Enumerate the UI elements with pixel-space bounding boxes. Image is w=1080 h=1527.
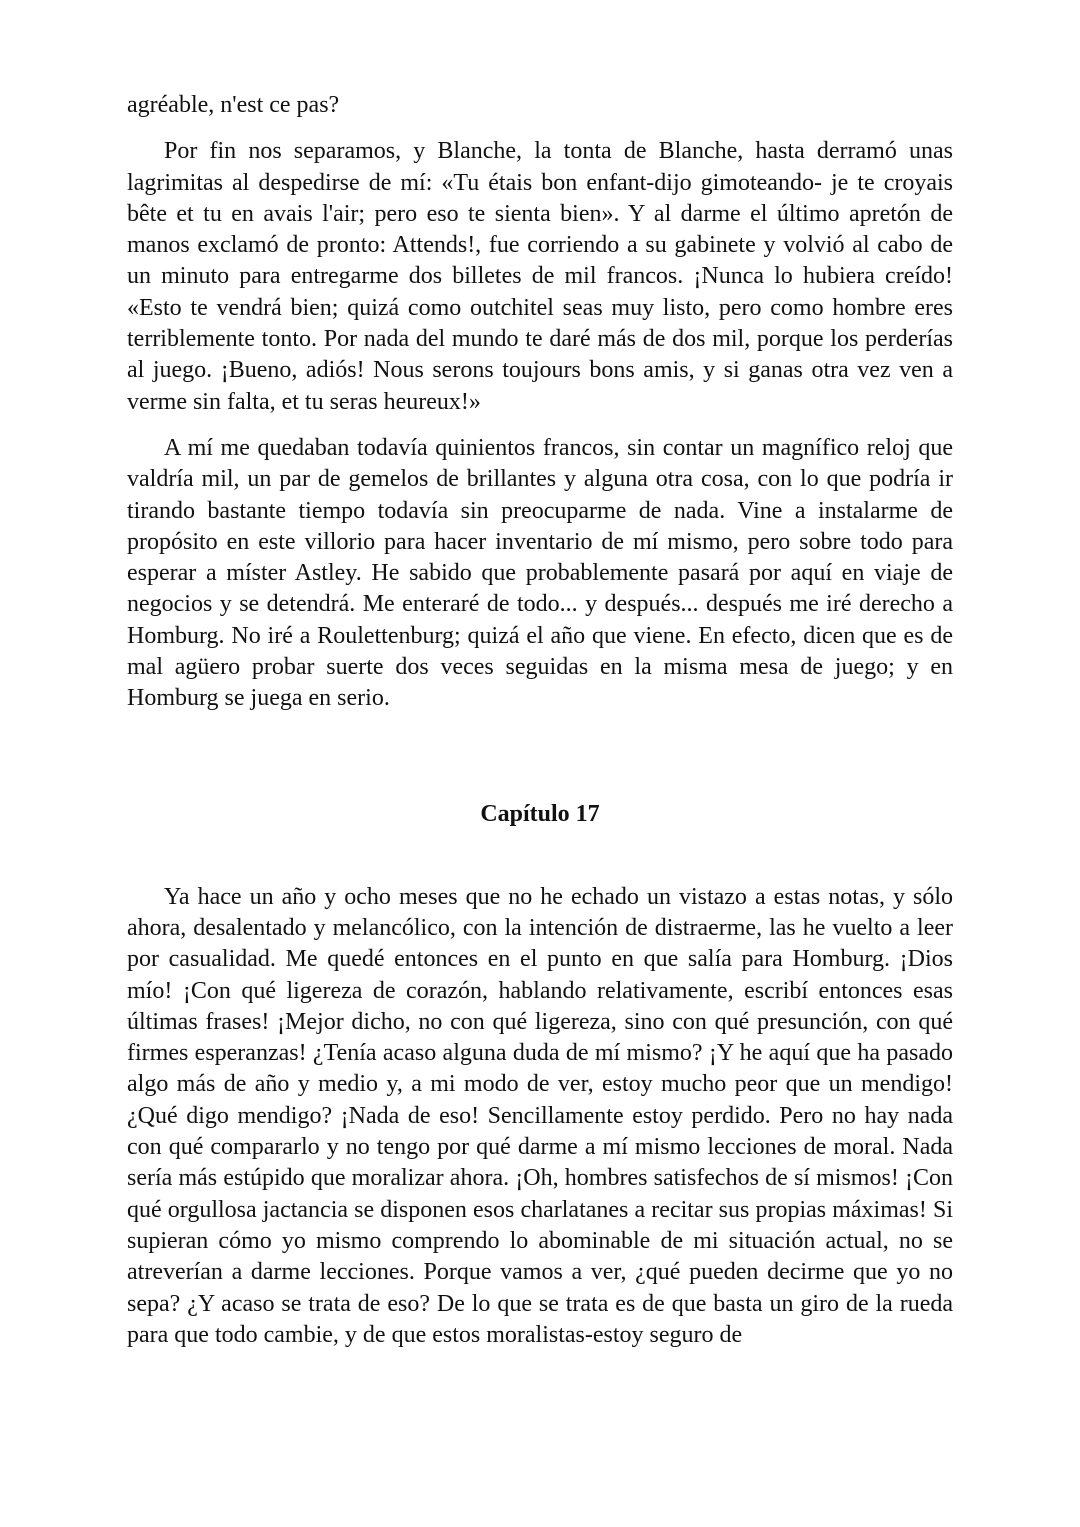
spacer <box>127 715 953 799</box>
spacer <box>127 830 953 882</box>
paragraph: Ya hace un año y ocho meses que no he echado un vistazo a estas notas, y sólo ahora, desalentado y melancólico, con la intención de distraerme, las he vuelto a leer por casualidad. Me quedé entonces en el punto en que salía para Homburg. ¡Dios mío! ¡Con qué ligereza de corazón, hablando relativamente, escribí entonces esas últimas frases! ¡Mejor dicho, no con qué ligereza, sino con qué presunción, con qué firmes esperanzas! ¿Tenía acaso alguna duda de mí mismo? ¡Y he aquí que ha pasado algo más de año y medio y, a mi modo de ver, estoy mucho peor que un mendigo! ¿Qué digo mendigo? ¡Nada de eso! Sencillamente estoy perdido. Pero no hay nada con qué compararlo y no tengo por qué darme a mí mismo lecciones de moral. Nada sería más estúpido que moralizar ahora. ¡Oh, hombres satisfechos de sí mismos! ¡Con qué orgullosa jactancia se disponen esos charlatanes a recitar sus propias máximas! Si supieran cómo yo mismo comprendo lo abominable de mi situación actual, no se atreverían a darme lecciones. Porque vamos a ver, ¿qué pueden decirme que yo no sepa? ¿Y acaso se trata de eso? De lo que se trata es de que basta un giro de la rueda para que todo cambie, y de que estos moralistas-estoy seguro de <box>127 883 953 1348</box>
chapter-heading: Capítulo 17 <box>480 800 600 827</box>
paragraph: A mí me quedaban todavía quinientos francos, sin contar un magnífico reloj que valdría mil, un par de gemelos de brillantes y alguna otra cosa, con lo que podría ir tirando bastante tiempo todavía sin preocuparme de nada. Vine a instalarme de propósito en este villorio para hacer inventario de mí mismo, pero sobre todo para esperar a míster Astley. He sabido que probablemente pasará por aquí en viaje de negocios y se detendrá. Me enteraré de todo... y después... después me iré derecho a Homburg. No iré a Roulettenburg; quizá el año que viene. En efecto, dicen que es de mal agüero probar suerte dos veces seguidas en la misma mesa de juego; y en Homburg se juega en serio. <box>127 434 953 712</box>
paragraph: Por fin nos separamos, y Blanche, la tonta de Blanche, hasta derramó unas lagrimitas al despedirse de mí: «Tu étais bon enfant-dijo gimoteando- je te croyais bête et tu en avais l'air; pero eso te sienta bien». Y al darme el último apretón de manos exclamó de pronto: Attends!, fue corriendo a su gabinete y volvió al cabo de un minuto para entregarme dos billetes de mil francos. ¡Nunca lo hubiera creído! «Esto te vendrá bien; quizá como outchitel seas muy listo, pero como hombre eres terriblemente tonto. Por nada del mundo te daré más de dos mil, porque los perderías al juego. ¡Bueno, adiós! Nous serons toujours bons amis, y si ganas otra vez ven a verme sin falta, et tu seras heureux!» <box>127 138 953 415</box>
document-page <box>127 90 953 1351</box>
paragraph-continued: agréable, n'est ce pas? <box>127 92 340 118</box>
